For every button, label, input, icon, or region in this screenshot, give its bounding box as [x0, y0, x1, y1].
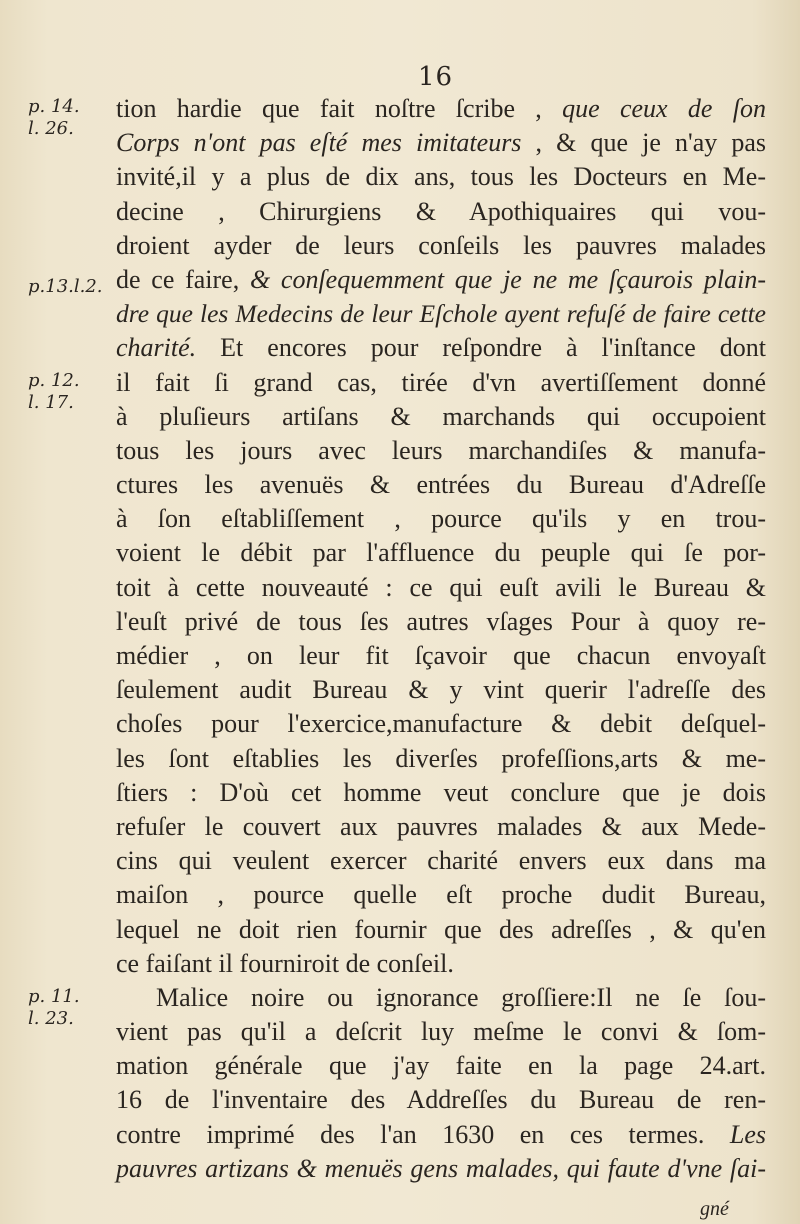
- margin-note: [28, 370, 80, 414]
- page-number: 16: [418, 62, 454, 92]
- text-line: decine , Chirurgiens & Apothiquaires qui vou-: [116, 196, 766, 226]
- text-line: charité. Et encores pour reſpondre à l'inſtance dont: [116, 333, 766, 363]
- text-line: de ce faire, & conſequemment que je ne me ſçaurois plain-: [116, 264, 766, 294]
- text-line: ce faiſant il fourniroit de conſeil.: [116, 948, 454, 978]
- text-line: maiſon , pource quelle eſt proche dudit Bureau,: [116, 880, 766, 910]
- text-line: à pluſieurs artiſans & marchands qui occupoient: [116, 401, 766, 431]
- text-line: à ſon eſtabliſſement , pource qu'ils y en trou-: [116, 504, 766, 534]
- margin-note-line: l. 17.: [28, 392, 74, 413]
- text-line: ſeulement audit Bureau & y vint querir l'adreſſe des: [116, 675, 766, 705]
- margin-note-line: l. 23.: [28, 1008, 74, 1029]
- text-line: dre que les Medecins de leur Eſchole ayent refuſé de faire cette: [116, 299, 766, 329]
- margin-note: [28, 96, 80, 140]
- text-line: mation générale que j'ay faite en la page 24.art.: [116, 1051, 766, 1081]
- text-line: refuſer le couvert aux pauvres malades & aux Mede-: [116, 811, 766, 841]
- margin-note: [28, 276, 103, 298]
- body-text: [116, 92, 766, 1186]
- margin-note: [28, 986, 80, 1030]
- text-line: médier , on leur fit ſçavoir que chacun envoyaſt: [116, 641, 766, 670]
- text-line: droient ayder de leurs conſeils les pauvres malades: [116, 230, 766, 260]
- text-line: pauvres artizans & menuës gens malades, qui faute d'vne ſai-: [116, 1153, 766, 1183]
- text-line: invité,il y a plus de dix ans, tous les Docteurs en Me-: [116, 162, 766, 192]
- text-line: contre imprimé des l'an 1630 en ces termes. Les: [116, 1119, 766, 1149]
- margin-note-line: p. 11.: [28, 986, 80, 1007]
- margin-note-line: p. 12.: [28, 370, 80, 391]
- catchword: gné: [700, 1198, 729, 1220]
- text-line: ſtiers : D'où cet homme veut conclure que je dois: [116, 777, 766, 807]
- text-line: choſes pour l'exercice,manufacture & debit deſquel-: [116, 709, 766, 739]
- text-line: l'euſt privé de tous ſes autres vſages Pour à quoy re-: [116, 606, 766, 636]
- text-line: toit à cette nouveauté : ce qui euſt avili le Bureau &: [116, 572, 766, 602]
- text-line: les ſont eſtablies les diverſes profeſſions,arts & me-: [116, 743, 766, 773]
- text-line: lequel ne doit rien fournir que des adreſſes , & qu'en: [116, 914, 766, 944]
- margin-note-line: l. 26.: [28, 118, 74, 139]
- text-line: Corps n'ont pas eſté mes imitateurs , & que je n'ay pas: [116, 128, 766, 158]
- text-line: cins qui veulent exercer charité envers eux dans ma: [116, 846, 766, 876]
- text-line: 16 de l'inventaire des Addreſſes du Bureau de ren-: [116, 1085, 766, 1115]
- text-line: tion hardie que fait noſtre ſcribe , que ceux de ſon: [116, 94, 766, 123]
- text-line: vient pas qu'il a deſcrit luy meſme le convi & ſom-: [116, 1017, 766, 1047]
- margin-note-line: p.13.l.2.: [28, 276, 103, 297]
- text-line: il fait ſi grand cas, tirée d'vn avertiſſement donné: [116, 367, 766, 397]
- text-line: tous les jours avec leurs marchandiſes & manufa-: [116, 435, 766, 465]
- margin-note-line: p. 14.: [28, 96, 80, 117]
- text-line: Malice noire ou ignorance groſſiere:Il ne ſe ſou-: [156, 982, 766, 1012]
- text-line: ctures les avenuës & entrées du Bureau d'Adreſſe: [116, 470, 766, 500]
- text-line: voient le débit par l'affluence du peuple qui ſe por-: [116, 538, 766, 568]
